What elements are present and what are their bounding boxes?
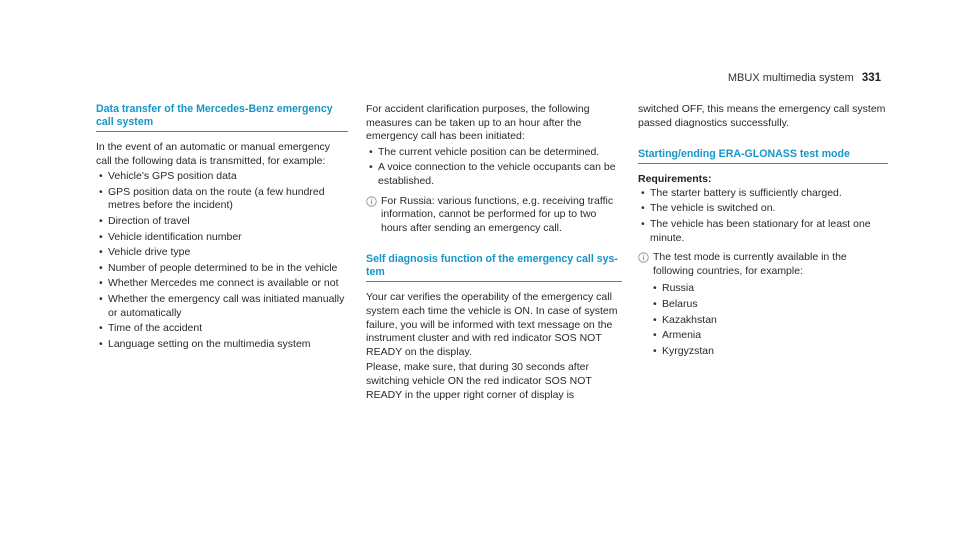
requirements-label: Requirements:	[638, 173, 712, 186]
note-test-mode	[638, 251, 888, 278]
list-item: • Vehicle identification number	[96, 231, 348, 245]
heading-line: Data transfer of the Mercedes-Benz emergency	[96, 103, 333, 115]
paragraph: Your car verifies the operability of the emergency call system each time the vehicle is ON. In case of system failure, you will be informed with text message on the instrument cluster and with red indicator SOS NOT READY on the display.	[366, 291, 618, 358]
list-item: • A voice connection to the vehicle occupants can be established.	[366, 161, 622, 188]
intro-paragraph: In the event of an automatic or manual emergency call the following data is transmitted, for example:	[96, 141, 331, 167]
list-item: • Whether the emergency call was initiated manually or automatically	[96, 293, 348, 320]
heading-line: Starting/ending ERA-GLONASS test mode	[638, 148, 850, 161]
page-header	[728, 72, 881, 84]
note-text: The test mode is currently available in the following countries, for example:	[653, 251, 847, 277]
info-icon	[638, 252, 649, 263]
list-item: • The vehicle is switched on.	[638, 202, 888, 216]
paragraph: Please, make sure, that during 30 seconds after switching vehicle ON the red indicator SOS NOT READY in the upper right corner of display is	[366, 361, 592, 401]
column-1	[96, 103, 348, 353]
list-item: • The starter battery is sufficiently charged.	[638, 187, 888, 201]
section-title: MBUX multimedia system	[727, 72, 854, 84]
list-item: • Vehicle's GPS position data	[96, 170, 348, 184]
heading-test-mode	[638, 148, 888, 164]
list-item: • Belarus	[650, 298, 888, 312]
list-item: • Time of the accident	[96, 322, 348, 336]
heading-data-transfer	[96, 103, 348, 132]
list-item: • Russia	[650, 282, 888, 296]
list-item: • GPS position data on the route (a few hundred metres before the incident)	[96, 186, 348, 213]
continuation-paragraph: switched OFF, this means the emergency call system passed diagnostics successfully.	[638, 103, 886, 129]
heading-line: Self diagnosis function of the emergency call sys-	[366, 253, 618, 266]
heading-self-diagnosis	[366, 253, 622, 282]
heading-line: call system	[96, 116, 154, 128]
list-item: • Number of people determined to be in the vehicle	[96, 262, 348, 276]
list-item: • Language setting on the multimedia system	[96, 338, 348, 352]
list-item: • The current vehicle position can be determined.	[366, 146, 622, 160]
list-item: • The vehicle has been stationary for at least one minute.	[638, 218, 888, 245]
transmitted-data-list	[96, 170, 348, 351]
measures-list	[366, 146, 622, 189]
note-text: For Russia: various functions, e.g. receiving traffic information, cannot be performed for up to two hours after sending an emergency call.	[381, 194, 614, 234]
list-item: • Kyrgyzstan	[650, 345, 888, 359]
list-item: • Armenia	[650, 329, 888, 343]
list-item: • Whether Mercedes me connect is available or not	[96, 277, 348, 291]
page-number: 331	[861, 72, 881, 84]
list-item: • Kazakhstan	[650, 314, 888, 328]
column-3	[638, 103, 888, 360]
info-icon	[366, 196, 377, 207]
list-item: • Direction of travel	[96, 215, 348, 229]
note-russia	[366, 195, 622, 236]
requirements-list	[638, 187, 888, 245]
column-2	[366, 103, 622, 404]
countries-list	[638, 282, 888, 358]
heading-line: tem	[366, 266, 385, 279]
intro-paragraph: For accident clarification purposes, the following measures can be taken up to an hour after the emergency call has been initiated:	[366, 103, 590, 143]
list-item: • Vehicle drive type	[96, 246, 348, 260]
